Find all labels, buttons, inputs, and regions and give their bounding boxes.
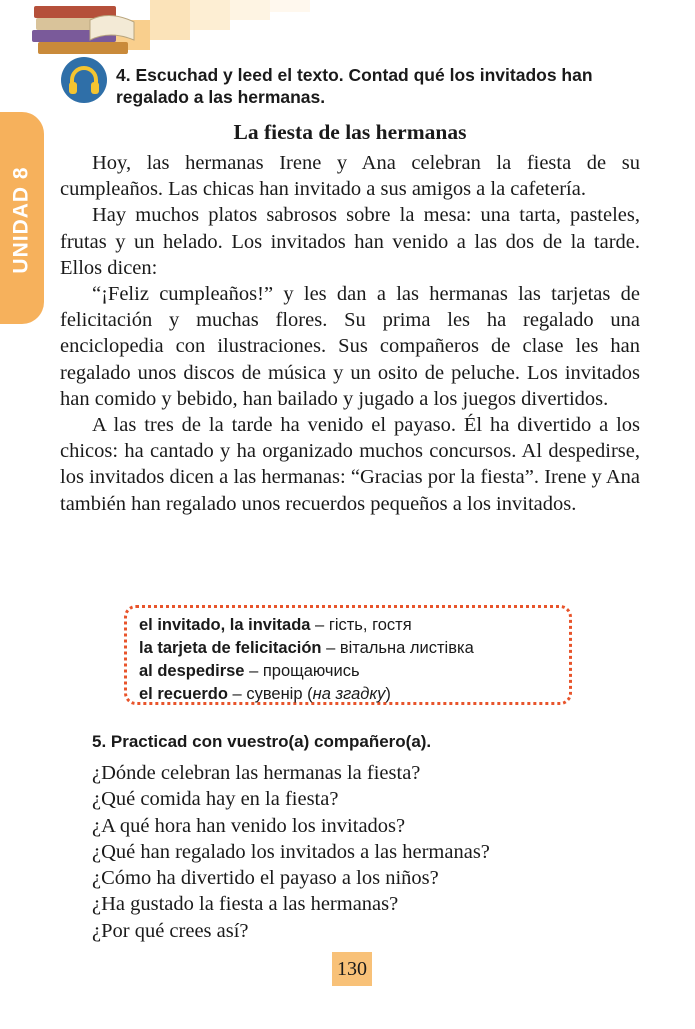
question-item: ¿Qué comida hay en la fiesta?	[92, 788, 339, 811]
question-item: ¿Cómo ha divertido el payaso a los niños?	[92, 867, 439, 890]
story-text	[60, 150, 640, 517]
vocabulary-item: al despedirse – прощаючись	[139, 662, 360, 680]
question-item: ¿A qué hora han venido los invitados?	[92, 814, 406, 837]
vocabulary-item: la tarjeta de felicitación – вітальна листівка	[139, 639, 474, 657]
story-paragraph: “¡Feliz cumpleaños!” y les dan a las hermanas las tarjetas de felicitación y muchas flores. Su prima les ha regalado una enciclopedia con ilustraciones. Sus compañeros de clase les han regalado unos discos de música y un osito de peluche. Los invitados han comido y bebido, han bailado y jugado a los juegos divertidos.	[60, 283, 640, 410]
vocabulary-item: el invitado, la invitada – гість, гостя	[139, 616, 412, 634]
page-number: 130	[332, 952, 372, 986]
headphones-icon[interactable]	[60, 56, 108, 104]
story-paragraph: Hoy, las hermanas Irene y Ana celebran la fiesta de su cumpleaños. Las chicas han invitado a sus amigos a la cafetería.	[60, 152, 640, 201]
question-list	[92, 760, 652, 944]
question-item: ¿Qué han regalado los invitados a las hermanas?	[92, 840, 490, 863]
story-paragraph: Hay muchos platos sabrosos sobre la mesa: una tarta, pasteles, frutas y un helado. Los invitados han venido a las dos de la tarde. Ellos dicen:	[60, 204, 640, 279]
question-item: ¿Dónde celebran las hermanas la fiesta?	[92, 762, 421, 784]
question-item: ¿Ha gustado la fiesta a las hermanas?	[92, 893, 399, 916]
story-title: La fiesta de las hermanas	[233, 120, 467, 144]
vocabulary-item: el recuerdo – сувенір (на згадку)	[139, 685, 391, 703]
decorative-corner	[0, 0, 330, 60]
unit-label: UNIDAD 8	[10, 166, 33, 274]
task-5-heading: 5. Practicad con vuestro(a) compañero(a).	[92, 732, 432, 751]
task-4-heading: 4. Escuchad y leed el texto. Contad qué los invitados han regalado a las hermanas.	[116, 65, 593, 107]
story-paragraph: A las tres de la tarde ha venido el payaso. Él ha divertido a los chicos: ha cantado y ha organizado muchos concursos. Al despedirse, los invitados dicen a las hermanas: “Gracias por la fiesta”. Irene y Ana también han regalado unos recuerdos pequeños a los invitados.	[60, 414, 640, 515]
vocabulary-box	[124, 605, 572, 705]
books-illustration	[30, 0, 140, 58]
question-item: ¿Por qué crees así?	[92, 919, 249, 942]
